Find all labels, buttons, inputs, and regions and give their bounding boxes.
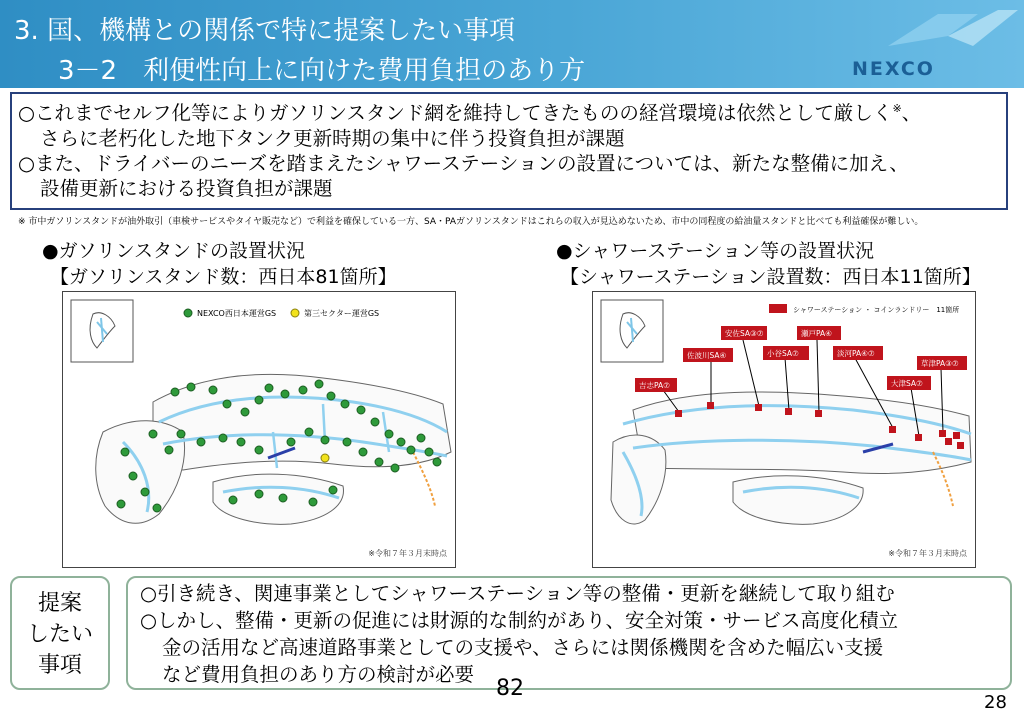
shower-map — [592, 291, 976, 568]
proposal-label-box — [10, 576, 110, 690]
shower-map-note: ※令和７年３月末時点 — [888, 549, 967, 558]
gs-map-svg — [63, 292, 455, 567]
legend-yellow-label: 第三セクター運営GS — [304, 309, 380, 318]
shower-label-1: 吉志PA⑦ — [639, 381, 670, 390]
shower-section-subtitle: 【シャワーステーション設置数：西日本11箇所】 — [560, 266, 981, 288]
shower-label-6: 淡河PA④⑦ — [837, 349, 875, 358]
legend-red-label: シャワーステーション ・ コインランドリー 11箇所 — [793, 306, 960, 314]
shower-label-8: 大津SA⑦ — [891, 379, 923, 388]
proposal-line-2: ○しかし、整備・更新の促進には財源的な制約があり、安全対策・サービス高度化積立 — [140, 609, 899, 632]
proposal-label-2: したい — [26, 622, 93, 647]
issue-line-4: 設備更新における投資負担が課題 — [40, 176, 333, 200]
shower-map-svg — [593, 292, 975, 567]
proposal-line-3: 金の活用など高速道路事業としての支援や、さらには関係機関を含めた幅広い支援 — [162, 636, 884, 659]
issue-line-1 — [18, 96, 1000, 126]
issue-line-3: ○また、ドライバーのニーズを踏まえたシャワーステーションの設置については、新たな整備に加え、 — [18, 151, 909, 175]
legend-green-label: NEXCO西日本運営GS — [197, 309, 277, 318]
gs-third-sector-marker — [321, 454, 329, 462]
shower-label-2: 佐波川SA④ — [687, 351, 727, 360]
footnote: ※ 市中ガソリンスタンドが油外取引（車検サービスやタイヤ販売など）で利益を確保している一方、SA・PAガソリンスタンドはこれらの収入が見込めないため、市中の同程度の給油量スタンドと比べても利益確保が難しい。 — [18, 217, 924, 227]
page-number-right: 28 — [984, 692, 1007, 713]
shower-label-5: 瀬戸PA④ — [801, 329, 832, 338]
shower-label-4: 小谷SA⑦ — [767, 349, 799, 358]
issue-line-2: さらに老朽化した地下タンク更新時期の集中に伴う投資負担が課題 — [40, 126, 625, 150]
slide-title: 3. 国、機構との関係で特に提案したい事項 — [14, 16, 516, 46]
gs-section-subtitle: 【ガソリンスタンド数：西日本81箇所】 — [50, 266, 397, 288]
shower-label-7: 草津PA③⑦ — [921, 359, 959, 368]
nexco-wing-icon — [878, 6, 1024, 62]
gs-section-title: ●ガソリンスタンドの設置状況 — [42, 240, 306, 262]
header-bar — [0, 0, 1024, 88]
slide-subtitle: 3－2 利便性向上に向けた費用負担のあり方 — [58, 56, 586, 86]
nexco-logo: NEXCO — [852, 58, 935, 80]
gs-map-note: ※令和７年３月末時点 — [368, 549, 447, 558]
proposal-line-1: ○引き続き、関連事業としてシャワーステーション等の整備・更新を継続して取り組む — [140, 582, 895, 605]
proposal-line-4: など費用負担のあり方の検討が必要 — [162, 663, 475, 686]
shower-section-title: ●シャワーステーション等の設置状況 — [556, 240, 875, 262]
issue-text-1-tail: 、 — [901, 101, 922, 125]
issues-box — [10, 92, 1008, 210]
proposal-box — [126, 576, 1012, 690]
page-number-center: 82 — [496, 676, 524, 701]
proposal-label-1: 提案 — [37, 591, 82, 616]
proposal-label-3: 事項 — [37, 653, 82, 678]
footnote-mark: ※ — [892, 102, 902, 115]
shower-label-3: 安佐SA③⑦ — [725, 329, 764, 338]
issue-text-1: ○これまでセルフ化等によりガソリンスタンド網を維持してきたものの経営環境は依然として厳しく — [18, 101, 893, 125]
gs-map — [62, 291, 456, 568]
